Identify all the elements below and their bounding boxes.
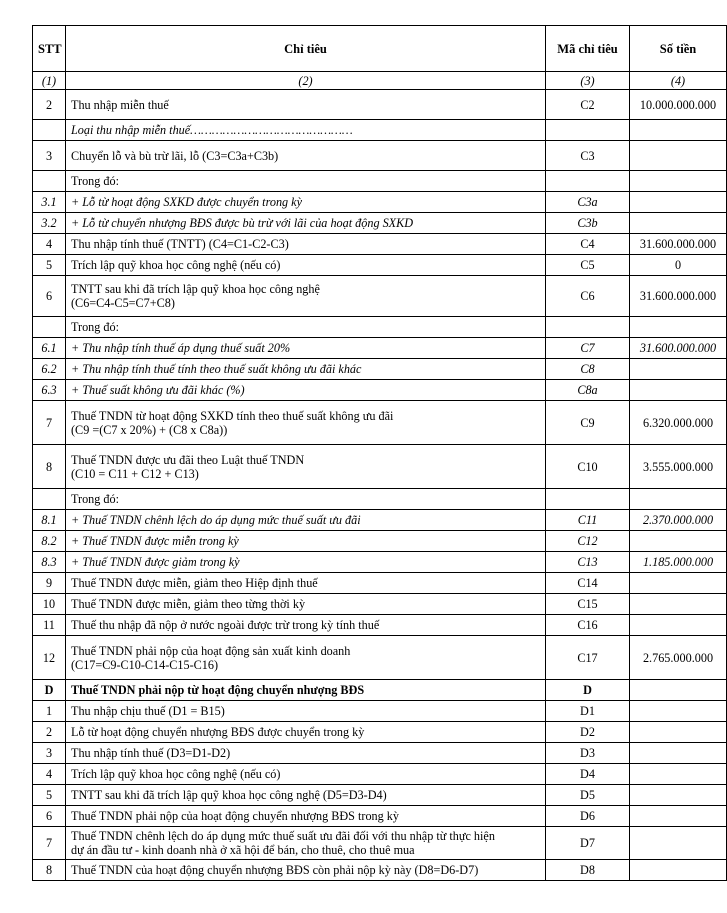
code-cell: C6 <box>546 276 630 317</box>
table-row <box>33 317 727 338</box>
header-amount: Số tiền <box>630 26 727 72</box>
stt-cell: 6 <box>33 806 66 827</box>
indicator-text: Thu nhập chịu thuế (D1 = B15) <box>71 704 225 718</box>
index-cell: (3) <box>546 72 630 90</box>
table-row <box>33 213 727 234</box>
indicator-cell <box>66 764 546 785</box>
code-cell: D1 <box>546 701 630 722</box>
code-cell: C8 <box>546 359 630 380</box>
code-cell: C11 <box>546 510 630 531</box>
indicator-text: Lỗ từ hoạt động chuyển nhượng BĐS được chuyển trong kỳ <box>71 725 365 739</box>
stt-cell: 6.1 <box>33 338 66 359</box>
indicator-text: TNTT sau khi đã trích lập quỹ khoa học công nghệ (D5=D3-D4) <box>71 788 387 802</box>
table-row <box>33 276 727 317</box>
code-cell: D5 <box>546 785 630 806</box>
indicator-cell <box>66 338 546 359</box>
amount-cell <box>630 380 727 401</box>
indicator-cell <box>66 213 546 234</box>
code-cell: D3 <box>546 743 630 764</box>
indicator-cell <box>66 615 546 636</box>
code-cell: D8 <box>546 860 630 881</box>
amount-cell <box>630 680 727 701</box>
code-cell: C8a <box>546 380 630 401</box>
indicator-text: + Lỗ từ hoạt động SXKD được chuyển trong kỳ <box>71 195 303 209</box>
indicator-text: TNTT sau khi đã trích lập quỹ khoa học công nghệ <box>71 282 320 296</box>
indicator-cell <box>66 141 546 171</box>
indicator-text: Thu nhập miễn thuế <box>71 97 169 112</box>
indicator-cell <box>66 380 546 401</box>
table-row <box>33 531 727 552</box>
table-row <box>33 192 727 213</box>
amount-cell <box>630 594 727 615</box>
stt-cell: 10 <box>33 594 66 615</box>
stt-cell: 8 <box>33 860 66 881</box>
code-cell: C3a <box>546 192 630 213</box>
indicator-text: + Lỗ từ chuyển nhượng BĐS được bù trừ với lãi của hoạt động SXKD <box>71 216 414 230</box>
indicator-text: Thuế TNDN được miễn, giảm theo Hiệp định thuế <box>71 576 318 590</box>
amount-cell: 0 <box>630 255 727 276</box>
code-cell: D2 <box>546 722 630 743</box>
stt-cell: 3.2 <box>33 213 66 234</box>
amount-cell: 2.370.000.000 <box>630 510 727 531</box>
code-cell: C14 <box>546 573 630 594</box>
code-cell: C3 <box>546 141 630 171</box>
indicator-cell <box>66 359 546 380</box>
indicator-text: Thuế TNDN phải nộp của hoạt động sản xuất kinh doanh <box>71 643 351 658</box>
code-cell: C3b <box>546 213 630 234</box>
stt-cell: 6 <box>33 276 66 317</box>
table-row <box>33 234 727 255</box>
stt-cell: 3 <box>33 743 66 764</box>
index-row <box>33 72 727 90</box>
amount-cell: 3.555.000.000 <box>630 445 727 489</box>
table-row <box>33 171 727 192</box>
code-cell: C12 <box>546 531 630 552</box>
stt-cell: 9 <box>33 573 66 594</box>
table-row <box>33 860 727 881</box>
header-code: Mã chỉ tiêu <box>546 26 630 72</box>
code-cell: C5 <box>546 255 630 276</box>
code-cell: C10 <box>546 445 630 489</box>
stt-cell: 8.2 <box>33 531 66 552</box>
indicator-cell <box>66 701 546 722</box>
stt-cell: 8.3 <box>33 552 66 573</box>
table-row <box>33 380 727 401</box>
indicator-text: Trong đó: <box>71 174 119 188</box>
indicator-cell <box>66 827 546 860</box>
indicator-text: + Thuế TNDN được miễn trong kỳ <box>71 534 239 548</box>
index-cell: (2) <box>66 72 546 90</box>
indicator-cell <box>66 317 546 338</box>
indicator-cell <box>66 594 546 615</box>
stt-cell: 4 <box>33 764 66 785</box>
code-cell: D <box>546 680 630 701</box>
stt-cell: 2 <box>33 722 66 743</box>
indicator-text: Thu nhập tính thuế (TNTT) (C4=C1-C2-C3) <box>71 237 289 251</box>
table-row <box>33 785 727 806</box>
amount-cell <box>630 141 727 171</box>
stt-cell: 7 <box>33 827 66 860</box>
indicator-cell <box>66 255 546 276</box>
code-cell: C9 <box>546 401 630 445</box>
index-cell: (4) <box>630 72 727 90</box>
amount-cell: 31.600.000.000 <box>630 234 727 255</box>
header-row <box>33 26 727 72</box>
amount-cell <box>630 722 727 743</box>
indicator-formula: (C17=C9-C10-C14-C15-C16) <box>71 657 219 672</box>
stt-cell: 6.2 <box>33 359 66 380</box>
indicator-text: Thu nhập tính thuế (D3=D1-D2) <box>71 746 231 760</box>
table-row <box>33 489 727 510</box>
indicator-cell <box>66 722 546 743</box>
stt-cell: 8 <box>33 445 66 489</box>
code-cell <box>546 120 630 141</box>
table-row <box>33 722 727 743</box>
indicator-text: Thuế TNDN được ưu đãi theo Luật thuế TNDN <box>71 452 305 467</box>
code-cell: C13 <box>546 552 630 573</box>
stt-cell: 2 <box>33 90 66 120</box>
table-row <box>33 445 727 489</box>
stt-cell <box>33 317 66 338</box>
amount-cell <box>630 573 727 594</box>
indicator-cell <box>66 743 546 764</box>
stt-cell: 1 <box>33 701 66 722</box>
amount-cell <box>630 860 727 881</box>
table-row <box>33 636 727 680</box>
stt-cell: 3.1 <box>33 192 66 213</box>
table-row <box>33 141 727 171</box>
code-cell <box>546 489 630 510</box>
code-cell: D6 <box>546 806 630 827</box>
indicator-text: Thuế TNDN được miễn, giảm theo từng thời kỳ <box>71 597 306 611</box>
stt-cell: 5 <box>33 255 66 276</box>
indicator-cell <box>66 171 546 192</box>
indicator-text: Chuyển lỗ và bù trừ lãi, lỗ (C3=C3a+C3b) <box>71 148 279 163</box>
amount-cell <box>630 359 727 380</box>
stt-cell: 11 <box>33 615 66 636</box>
amount-cell <box>630 192 727 213</box>
amount-cell <box>630 827 727 860</box>
stt-cell: 4 <box>33 234 66 255</box>
indicator-text: Thuế TNDN phải nộp của hoạt động chuyển nhượng BĐS trong kỳ <box>71 809 399 823</box>
amount-cell: 2.765.000.000 <box>630 636 727 680</box>
indicator-text: + Thu nhập tính thuế áp dụng thuế suất 20% <box>71 341 291 355</box>
indicator-cell <box>66 680 546 701</box>
indicator-formula: (C6=C4-C5=C7+C8) <box>71 296 175 310</box>
indicator-cell <box>66 401 546 445</box>
amount-cell: 6.320.000.000 <box>630 401 727 445</box>
code-cell: D4 <box>546 764 630 785</box>
code-cell: C7 <box>546 338 630 359</box>
indicator-cell <box>66 573 546 594</box>
indicator-formula: (C9 =(C7 x 20%) + (C8 x C8a)) <box>71 422 228 437</box>
amount-cell <box>630 171 727 192</box>
indicator-cell <box>66 806 546 827</box>
amount-cell: 1.185.000.000 <box>630 552 727 573</box>
indicator-formula: dự án đầu tư - kinh doanh nhà ở xã hội để bán, cho thuê, cho thuê mua <box>71 843 415 857</box>
amount-cell <box>630 701 727 722</box>
table-row <box>33 510 727 531</box>
table-row <box>33 90 727 120</box>
indicator-text: Thuế TNDN phải nộp từ hoạt động chuyển nhượng BĐS <box>71 683 365 697</box>
indicator-cell <box>66 192 546 213</box>
amount-cell: 31.600.000.000 <box>630 338 727 359</box>
table-row <box>33 338 727 359</box>
indicator-cell <box>66 636 546 680</box>
table-row <box>33 827 727 860</box>
indicator-text: Thuế TNDN của hoạt động chuyển nhượng BĐS còn phải nộp kỳ này (D8=D6-D7) <box>71 863 479 877</box>
indicator-text: + Thuế TNDN được giảm trong kỳ <box>71 555 240 569</box>
indicator-text: Trong đó: <box>71 492 119 506</box>
stt-cell: 12 <box>33 636 66 680</box>
code-cell <box>546 171 630 192</box>
table-row <box>33 120 727 141</box>
indicator-cell <box>66 510 546 531</box>
amount-cell <box>630 615 727 636</box>
table-row <box>33 743 727 764</box>
amount-cell <box>630 489 727 510</box>
table-row <box>33 764 727 785</box>
amount-cell: 31.600.000.000 <box>630 276 727 317</box>
code-cell <box>546 317 630 338</box>
table-row <box>33 806 727 827</box>
indicator-cell <box>66 276 546 317</box>
amount-cell <box>630 120 727 141</box>
stt-cell: 8.1 <box>33 510 66 531</box>
indicator-text: Thuế thu nhập đã nộp ở nước ngoài được trừ trong kỳ tính thuế <box>71 618 380 632</box>
stt-cell <box>33 120 66 141</box>
table-row <box>33 552 727 573</box>
indicator-text: Thuế TNDN từ hoạt động SXKD tính theo thuế suất không ưu đãi <box>71 408 394 423</box>
amount-cell <box>630 806 727 827</box>
tax-table <box>32 25 727 881</box>
table-row <box>33 573 727 594</box>
table-row <box>33 680 727 701</box>
amount-cell <box>630 785 727 806</box>
code-cell: C2 <box>546 90 630 120</box>
amount-cell <box>630 317 727 338</box>
header-stt: STT <box>33 26 66 72</box>
amount-cell <box>630 531 727 552</box>
amount-cell <box>630 743 727 764</box>
table-row <box>33 701 727 722</box>
code-cell: C16 <box>546 615 630 636</box>
table-row <box>33 255 727 276</box>
code-cell: C15 <box>546 594 630 615</box>
stt-cell: 5 <box>33 785 66 806</box>
stt-cell <box>33 171 66 192</box>
amount-cell: 10.000.000.000 <box>630 90 727 120</box>
index-cell: (1) <box>33 72 66 90</box>
code-cell: C17 <box>546 636 630 680</box>
indicator-text: Loại thu nhập miễn thuế……………………………………… <box>71 123 353 137</box>
indicator-cell <box>66 90 546 120</box>
table-row <box>33 615 727 636</box>
stt-cell: 3 <box>33 141 66 171</box>
indicator-cell <box>66 234 546 255</box>
indicator-cell <box>66 445 546 489</box>
indicator-text: Trong đó: <box>71 320 119 334</box>
indicator-cell <box>66 552 546 573</box>
header-indicator: Chỉ tiêu <box>66 26 546 72</box>
indicator-cell <box>66 120 546 141</box>
amount-cell <box>630 213 727 234</box>
indicator-text: Trích lập quỹ khoa học công nghệ (nếu có) <box>71 258 281 272</box>
indicator-text: Thuế TNDN chênh lệch do áp dụng mức thuế suất ưu đãi đối với thu nhập từ thực hiện <box>71 829 495 843</box>
indicator-cell <box>66 531 546 552</box>
stt-cell <box>33 489 66 510</box>
indicator-cell <box>66 860 546 881</box>
indicator-formula: (C10 = C11 + C12 + C13) <box>71 466 199 481</box>
code-cell: D7 <box>546 827 630 860</box>
indicator-cell <box>66 489 546 510</box>
table-row <box>33 401 727 445</box>
amount-cell <box>630 764 727 785</box>
indicator-text: + Thuế TNDN chênh lệch do áp dụng mức thuế suất ưu đãi <box>71 513 361 527</box>
table-row <box>33 359 727 380</box>
stt-cell: D <box>33 680 66 701</box>
indicator-text: Trích lập quỹ khoa học công nghệ (nếu có) <box>71 767 281 781</box>
stt-cell: 7 <box>33 401 66 445</box>
indicator-text: + Thu nhập tính thuế tính theo thuế suất không ưu đãi khác <box>71 362 362 376</box>
stt-cell: 6.3 <box>33 380 66 401</box>
code-cell: C4 <box>546 234 630 255</box>
indicator-text: + Thuế suất không ưu đãi khác (%) <box>71 383 245 397</box>
table-row <box>33 594 727 615</box>
indicator-cell <box>66 785 546 806</box>
